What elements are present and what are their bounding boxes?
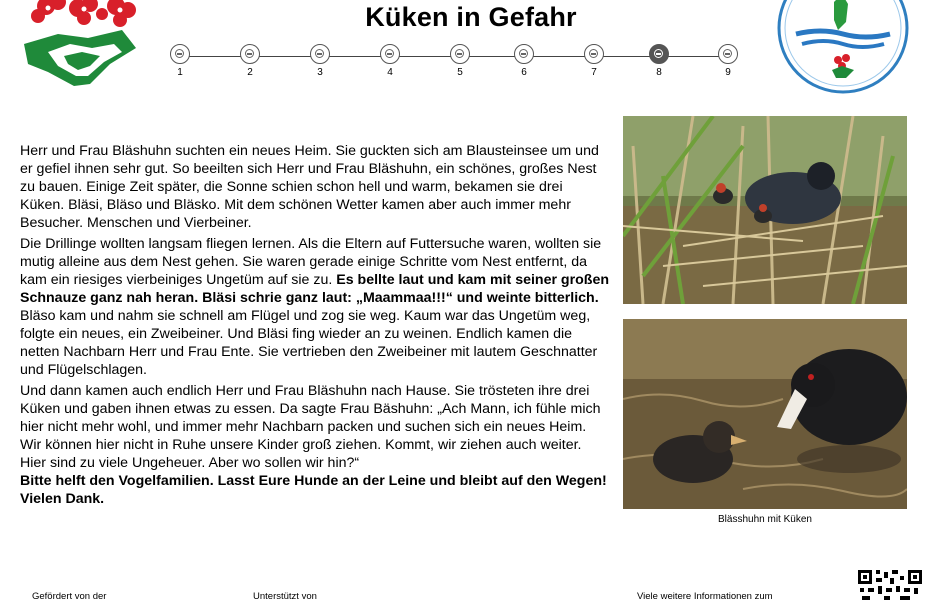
step-5-button[interactable]: 5 (448, 44, 472, 78)
story-text (20, 142, 610, 508)
step-7-button[interactable]: 7 (582, 44, 606, 78)
coot-nest-photo (623, 116, 907, 304)
story-paragraph-2: Die Drillinge wollten langsam fliegen lernen. Als die Eltern auf Futtersuche waren, wollten sie mutig alleine aus dem Nest gehen. Sie waren gerade einige Schritte vom Nest entfernt, da kam ein riesiges vierbeiniges Ungetüm auf sie zu. Es bellte laut und kam mit seiner großen Schnauze ganz nah heran. Bläsi schrie ganz laut: „Maammaa!!!“ und weinte bitterlich. Bläso kam und nahm sie schnell am Flügel und zog sie weg. Kaum war das Ungetüm weg, folgte ein neues, ein Zweibeiner. Und Bläsi fing wieder an zu weinen. Endlich kamen die netten Nachbarn Herr und Frau Ente. Sie vertrieben den Zweibeiner mit lautem Geschnatter und Flügelschlagen. (20, 236, 610, 378)
step-2-button[interactable]: 2 (238, 44, 262, 78)
story-paragraph-3: Und dann kamen auch endlich Herr und Frau Bläshuhn nach Hause. Sie trösteten ihre drei Küken und gaben ihnen etwas zu essen. Da sagte Frau Bäshuhn: „Ach Mann, ich fühle mich hier nicht mehr wohl, und immer mehr Nachbarn packen und suchen sich ein neues Heim. Wir können hier nicht in Ruhe unsere Kinder groß ziehen. Kommt, wir ziehen auch weiter. Hier sind zu viele Ungeheuer. Aber wo sollen wir hin?“ (20, 383, 601, 471)
photo-caption: Blässhuhn mit Küken (718, 514, 812, 525)
footer-more-info: Viele weitere Informationen zum (637, 591, 773, 602)
step-1-button[interactable]: 1 (168, 44, 192, 78)
footer-funded-by: Gefördert von der (32, 591, 107, 602)
step-6-button[interactable]: 6 (512, 44, 536, 78)
appeal-text: Bitte helft den Vogelfamilien. Lasst Eure Hunde an der Leine und bleibt auf den Wegen! (20, 473, 607, 489)
step-4-button[interactable]: 4 (378, 44, 402, 78)
step-navigation (168, 44, 748, 84)
footer-supported-by: Unterstützt von (253, 591, 317, 602)
qr-code[interactable] (856, 568, 924, 600)
step-3-button[interactable]: 3 (308, 44, 332, 78)
page-title: Küken in Gefahr (365, 2, 577, 32)
thanks-text: Vielen Dank. (20, 491, 105, 507)
step-9-button[interactable]: 9 (716, 44, 740, 78)
story-paragraph-1: Herr und Frau Bläshuhn suchten ein neues Heim. Sie guckten sich am Blausteinsee um und er gefiel ihnen sehr gut. So beeilten sich Herr und Frau Bläshuhn, ein schönes, großes Nest zu bauen. Einige Zeit später, die Sonne schien schon hell und warm, bekamen sie drei Küken. Bläsi, Bläso und Bläsko. Mit dem schönen Wetter kamen aber auch immer mehr Besucher. Menschen und Vierbeiner. (20, 143, 599, 231)
coot-chick-photo (623, 319, 907, 509)
step-8-button-active[interactable]: 8 (647, 44, 671, 78)
